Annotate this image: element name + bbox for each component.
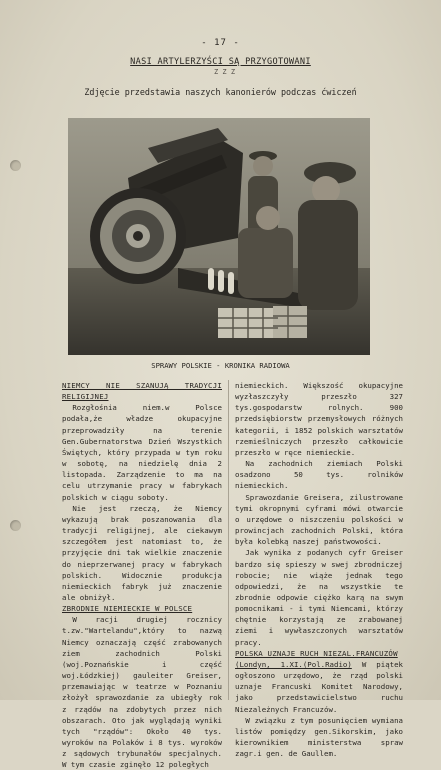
title-underline-mark: Z Z Z	[214, 68, 236, 76]
paragraph: Rozgłośnia niem.w Polsce podała,że władze okupacyjne przeprowadziły na terenie Gen.Gubernatorstwa Dzień Wszystkich Świętych, który przypada w tym roku w sobotę, na niedzielę dnia 2 listopada. Zarządzenie to ma na celu utrzymanie pracy w fabrykach polskich w ciągu soboty.	[62, 403, 222, 502]
section-heading: POLSKA UZNAJE RUCH NIEZAL.FRANCUZÓW	[235, 648, 398, 658]
punch-hole	[10, 160, 21, 171]
page-number: - 17 -	[201, 38, 240, 48]
page-subtitle: Zdjęcie przedstawia naszych kanonierów podczas ćwiczeń	[84, 87, 357, 97]
paragraph: Sprawozdanie Greisera, zilustrowane tymi okropnymi cyframi mówi otwarcie o urzędowe o niszczeniu polskości w prowincjach zachodnich Polski, która była kolebką naszej państwowości.	[235, 492, 403, 547]
section-heading: ZBRODNIE NIEMIECKIE W POLSCE	[62, 604, 193, 614]
paragraph: Nie jest rzeczą, że Niemcy wykazują brak poszanowania dla tradycji religijnej, ale ciekawym szczegółem jest natomiast to, że przyjęcie dni tak wielkie znaczenie do nieprzerwanej pracy w fabrykach polskich. Widocznie produkcja niemieckich fabryk już znaczenie ale obniżył.	[62, 503, 222, 602]
left-column	[62, 380, 222, 770]
column-divider	[228, 380, 229, 700]
paragraph: W piątek ogłoszono urzędowo, że rząd polski uznaje Francuski Komitet Narodowy, jako przedstawicielstwo ruchu Niezależnych Francuzów.	[235, 659, 403, 714]
paragraph: Jak wynika z podanych cyfr Greiser bardzo się spieszy w swej zbrodniczej robocie; nie wiąże jednak tego odpowiedzi, że na wszystkie te zbrodnie odpowie ciężko karą na swym pomocnikami - i tymi Niemcami, którzy chętnie korzystają ze zrabowanej ziemi i wywłaszczonych warsztatów pracy.	[235, 548, 403, 647]
punch-hole	[10, 520, 21, 531]
photo-caption: SPRAWY POLSKIE - KRONIKA RADIOWA	[151, 361, 290, 370]
dateline: (Londyn, 1.XI.(Pol.Radio)	[235, 659, 352, 669]
section-heading: NIEMCY NIE SZANUJĄ TRADYCJI RELIGIJNEJ	[62, 381, 222, 402]
paragraph: Na zachodnich ziemiach Polski osadzono 50 tys. rolników niemieckich.	[235, 459, 403, 491]
artillery-crew-photo	[68, 118, 370, 355]
right-column	[235, 380, 403, 759]
paragraph: niemieckich. Większość okupacyjne wyzłaszczyły przeszło 327 tys.gospodarstw rolnych. 900 przedsiębiorstw przemysłowych różnych kategorii, i 1852 polskich warsztatów rzemieślniczych przeszło całkowicie przeszło w ręce niemieckie.	[235, 381, 403, 457]
paragraph: W związku z tym posunięciem wymiana listów pomiędzy gen.Sikorskim, jako kierownikiem ministerstwa spraw zagr.i gen. de Gaullem.	[235, 715, 403, 759]
paragraph: W racji drugiej rocznicy t.zw."Wartelandu",który to nazwą Niemcy oznaczają część zrabowanych ziem zachodnich Polski (woj.Poznańskie i część woj.Łódzkiej) gauleiter Greiser, przemawiając w teatrze w Poznaniu złożył sprawozdanie za ubiegły rok z rządów na zdobytych przez nich obszarach. Oto jak wyglądają wyniki tych "rządów": Około 40 tys. wyroków na Polaków i 8 tys. wyroków z sądowych trybunałów specjalnych. W tym czasie zginęło 12 poległych	[62, 615, 222, 770]
page-title: NASI ARTYLERZYŚCI SĄ PRZYGOTOWANI	[130, 57, 311, 67]
